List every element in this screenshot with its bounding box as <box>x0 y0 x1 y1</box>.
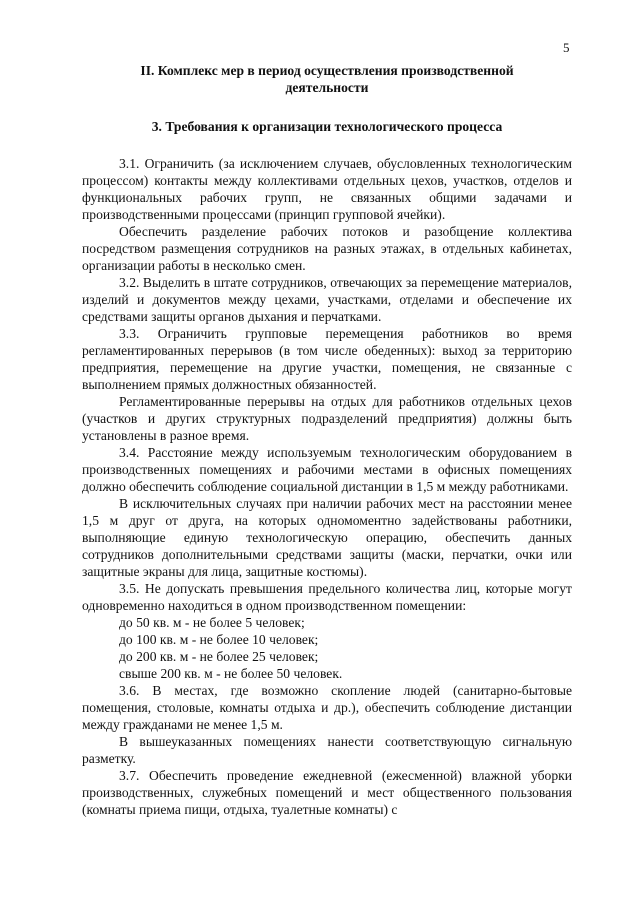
paragraph: 3.7. Обеспечить проведение ежедневной (ежесменной) влажной уборки производственных, служебных помещений и мест общественного пользования (комнаты приема пищи, отдыха, туалетные комнаты) с <box>82 768 572 817</box>
section-title <box>82 62 572 96</box>
paragraph: 3.4. Расстояние между используемым технологическим оборудованием в производственных помещениях и рабочими местами в офисных помещениях должно обеспечить соблюдение социальной дистанции в 1,5 м между работниками. <box>82 445 572 494</box>
paragraph: В исключительных случаях при наличии рабочих мест на расстоянии менее 1,5 м друг от друга, на которых одномоментно задействованы работники, выполняющие единую технологическую операцию, обеспечить данных сотрудников дополнительными средствами защиты (маски, перчатки, очки или защитные экраны для лица, защитные костюмы). <box>82 496 572 579</box>
paragraph: 3.3. Ограничить групповые перемещения работников во время регламентированных перерывов (в том числе обеденных): выход за территорию предприятия, перемещение на другие участки, помещения, не связанные с выполнением прямых должностных обязанностей. <box>82 326 572 392</box>
paragraph: 3.6. В местах, где возможно скопление людей (санитарно-бытовые помещения, столовые, комнаты отдыха и др.), обеспечить соблюдение дистанции между гражданами не менее 1,5 м. <box>82 683 572 732</box>
page-number: 5 <box>563 40 570 55</box>
paragraph: 3.5. Не допускать превышения предельного количества лиц, которые могут одновременно находиться в одном производственном помещении: <box>82 581 572 613</box>
paragraph: Обеспечить разделение рабочих потоков и разобщение коллектива посредством размещения сотрудников на разных этажах, в отдельных кабинетах, организации работы в несколько смен. <box>82 224 572 273</box>
list-item: до 200 кв. м - не более 25 человек; <box>119 649 319 664</box>
paragraph: 3.1. Ограничить (за исключением случаев, обусловленных технологическим процессом) контакты между коллективами отдельных цехов, участков, отделов и функциональных рабочих групп, не связанных общими задачами и производственными процессами (принцип групповой ячейки). <box>82 156 572 222</box>
section-title-line2: деятельности <box>285 80 369 95</box>
list-item: свыше 200 кв. м - не более 50 человек. <box>119 666 343 681</box>
paragraph: 3.2. Выделить в штате сотрудников, отвечающих за перемещение материалов, изделий и документов между цехами, участками, отделами и обеспечение их средствами защиты органов дыхания и перчатками. <box>82 275 572 324</box>
list-item: до 100 кв. м - не более 10 человек; <box>119 632 319 647</box>
section-title-line1: II. Комплекс мер в период осуществления производственной <box>140 63 514 78</box>
paragraph: Регламентированные перерывы на отдых для работников отдельных цехов (участков и других структурных подразделений предприятия) должны быть установлены в разное время. <box>82 394 572 443</box>
subsection-title: 3. Требования к организации технологического процесса <box>151 119 503 134</box>
list-item: до 50 кв. м - не более 5 человек; <box>119 615 305 630</box>
paragraph: В вышеуказанных помещениях нанести соответствующую сигнальную разметку. <box>82 734 572 766</box>
document-body <box>82 62 572 818</box>
